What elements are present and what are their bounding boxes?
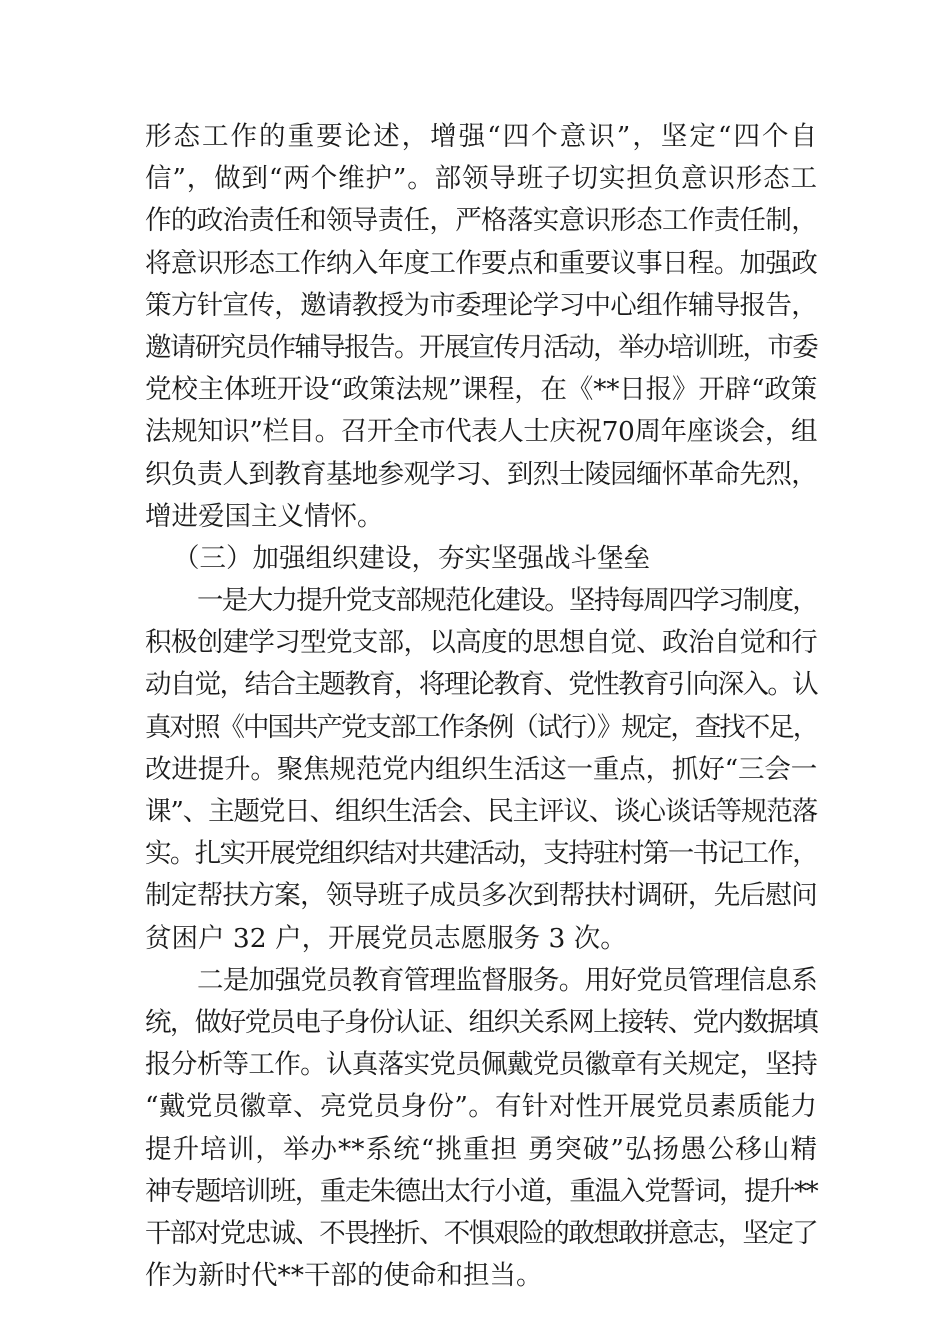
text-line: 二是加强党员教育管理监督服务。用好党员管理信息系 xyxy=(197,964,817,996)
text-line: 制定帮扶方案，领导班子成员多次到帮扶村调研，先后慰问 xyxy=(145,880,817,912)
text-line: 动自觉，结合主题教育，将理论教育、党性教育引向深入。认 xyxy=(145,669,817,701)
text-line: 法规知识”栏目。召开全市代表人士庆祝70周年座谈会，组 xyxy=(145,416,817,448)
text-line: 课”、主题党日、组织生活会、民主评议、谈心谈话等规范落 xyxy=(145,796,817,827)
text-line: 提升培训，举办**系统“挑重担 勇突破”弘扬愚公移山精 xyxy=(145,1133,817,1165)
section-heading-text: （三）加强组织建设，夯实坚强战斗堡垒 xyxy=(173,542,650,574)
text-line: 神专题培训班，重走朱德出太行小道，重温入党誓词，提升** xyxy=(145,1175,817,1207)
text-line: 作的政治责任和领导责任，严格落实意识形态工作责任制， xyxy=(145,205,817,237)
text-line: 形态工作的重要论述，增强“四个意识”，坚定“四个自 xyxy=(145,121,817,152)
document-body xyxy=(145,116,817,1297)
paragraph-member-education xyxy=(145,960,817,1298)
text-line: 干部对党忠诚、不畏挫折、不惧艰险的敢想敢拼意志，坚定了 xyxy=(145,1217,817,1249)
text-line: 党校主体班开设“政策法规”课程，在《**日报》开辟“政策 xyxy=(145,374,817,406)
text-line: 实。扎实开展党组织结对共建活动，支持驻村第一书记工作， xyxy=(145,838,817,870)
text-line: 信”，做到“两个维护”。部领导班子切实担负意识形态工 xyxy=(145,163,817,195)
paragraph-ideology-work xyxy=(145,116,817,538)
text-line: 改进提升。聚焦规范党内组织生活这一重点，抓好“三会一 xyxy=(145,753,817,785)
text-line: 真对照《中国共产党支部工作条例（试行）》规定，查找不足， xyxy=(145,711,817,743)
text-line: 积极创建学习型党支部，以高度的思想自觉、政治自觉和行 xyxy=(145,627,817,659)
paragraph-branch-standardization xyxy=(145,580,817,960)
text-line: 贫困户 32 户，开展党员志愿服务 3 次。 xyxy=(145,922,627,954)
text-line: 增进爱国主义情怀。 xyxy=(145,500,384,532)
text-line: “戴党员徽章、亮党员身份”。有针对性开展党员素质能力 xyxy=(145,1091,817,1123)
text-line: 报分析等工作。认真落实党员佩戴党员徽章有关规定，坚持 xyxy=(145,1049,817,1081)
text-line: 策方针宣传，邀请教授为市委理论学习中心组作辅导报告， xyxy=(145,289,817,321)
text-line: 将意识形态工作纳入年度工作要点和重要议事日程。加强政 xyxy=(145,247,817,279)
text-line: 邀请研究员作辅导报告。开展宣传月活动，举办培训班，市委 xyxy=(145,331,817,363)
text-line: 统，做好党员电子身份认证、组织关系网上接转、党内数据填 xyxy=(145,1006,817,1038)
text-line: 织负责人到教育基地参观学习、到烈士陵园缅怀革命先烈， xyxy=(145,458,817,490)
text-line: 一是大力提升党支部规范化建设。坚持每周四学习制度， xyxy=(197,585,817,617)
text-line: 作为新时代**干部的使命和担当。 xyxy=(145,1260,543,1292)
section-heading xyxy=(145,538,817,580)
